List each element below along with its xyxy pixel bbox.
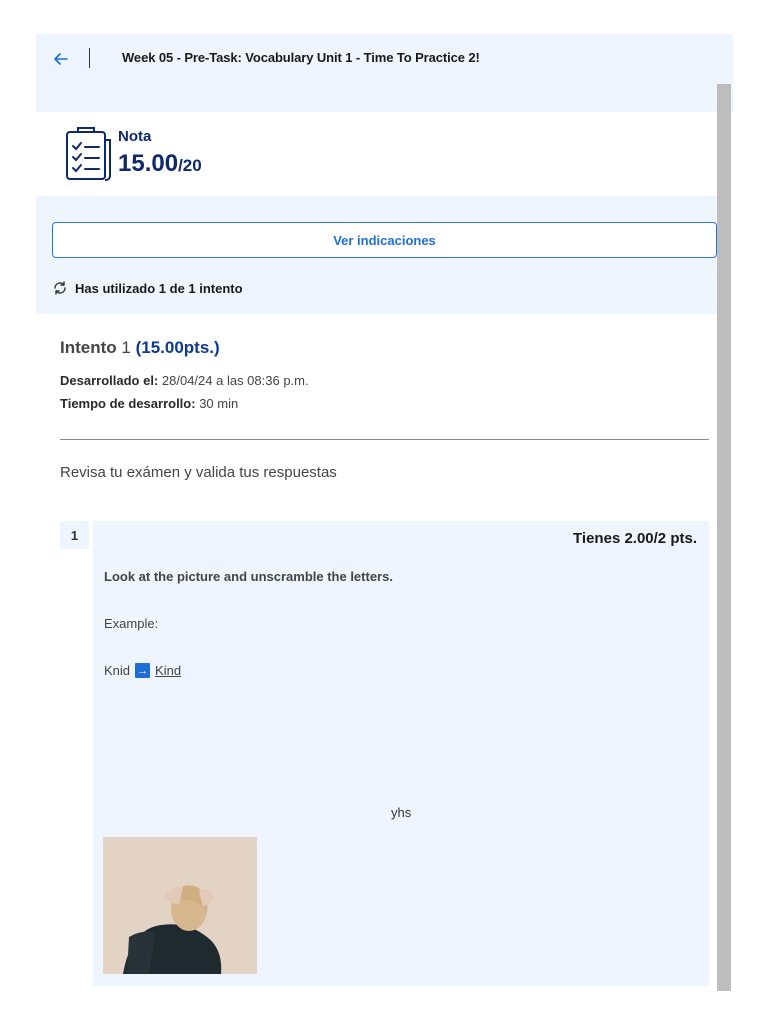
- attempt-number: 1: [121, 338, 131, 357]
- view-instructions-button[interactable]: Ver indicaciones: [52, 222, 717, 258]
- attempt-points: (15.00pts.): [135, 338, 220, 357]
- question-number: 1: [60, 521, 89, 549]
- grade-max: /20: [178, 156, 202, 175]
- grade-label: Nota: [118, 128, 152, 145]
- attempt-title: [60, 338, 220, 358]
- back-arrow-icon[interactable]: [50, 48, 72, 70]
- grade-card: [36, 112, 717, 196]
- attempts-info: [52, 280, 243, 296]
- info-band: [36, 196, 717, 314]
- exam-review-panel: [36, 34, 733, 1004]
- example-word: Knid: [104, 663, 131, 678]
- question-card: [93, 521, 709, 986]
- example-label: Example:: [104, 616, 159, 631]
- developed-value: 28/04/24 a las 08:36 p.m.: [161, 373, 309, 388]
- example-row: [104, 663, 181, 678]
- question-photo: [103, 837, 257, 974]
- right-arrow-icon: →: [137, 664, 149, 677]
- example-answer: Kind: [155, 663, 182, 678]
- page-title: Week 05 - Pre-Task: Vocabulary Unit 1 - Time To Practice 2!: [122, 50, 480, 65]
- scrollbar[interactable]: [717, 84, 731, 991]
- refresh-icon: [52, 280, 68, 296]
- review-instruction: Revisa tu exámen y valida tus respuestas: [60, 464, 337, 481]
- attempts-text: Has utilizado 1 de 1 intento: [75, 280, 243, 296]
- clipboard-checklist-icon: [64, 126, 112, 182]
- divider: [60, 439, 709, 440]
- grade-score: 15.00: [118, 150, 179, 177]
- question-score: Tienes 2.00/2 pts.: [573, 530, 697, 547]
- grade-value: [118, 150, 202, 178]
- page-header: [36, 34, 733, 112]
- scrambled-word: yhs: [391, 805, 412, 820]
- development-time: [60, 396, 238, 411]
- developed-label: Desarrollado el:: [60, 373, 159, 388]
- header-divider: [89, 48, 90, 68]
- question-instruction: Look at the picture and unscramble the letters.: [104, 569, 393, 584]
- time-value: 30 min: [199, 396, 239, 411]
- time-label: Tiempo de desarrollo:: [60, 396, 196, 411]
- attempt-label: Intento: [60, 338, 117, 357]
- developed-date: [60, 373, 309, 388]
